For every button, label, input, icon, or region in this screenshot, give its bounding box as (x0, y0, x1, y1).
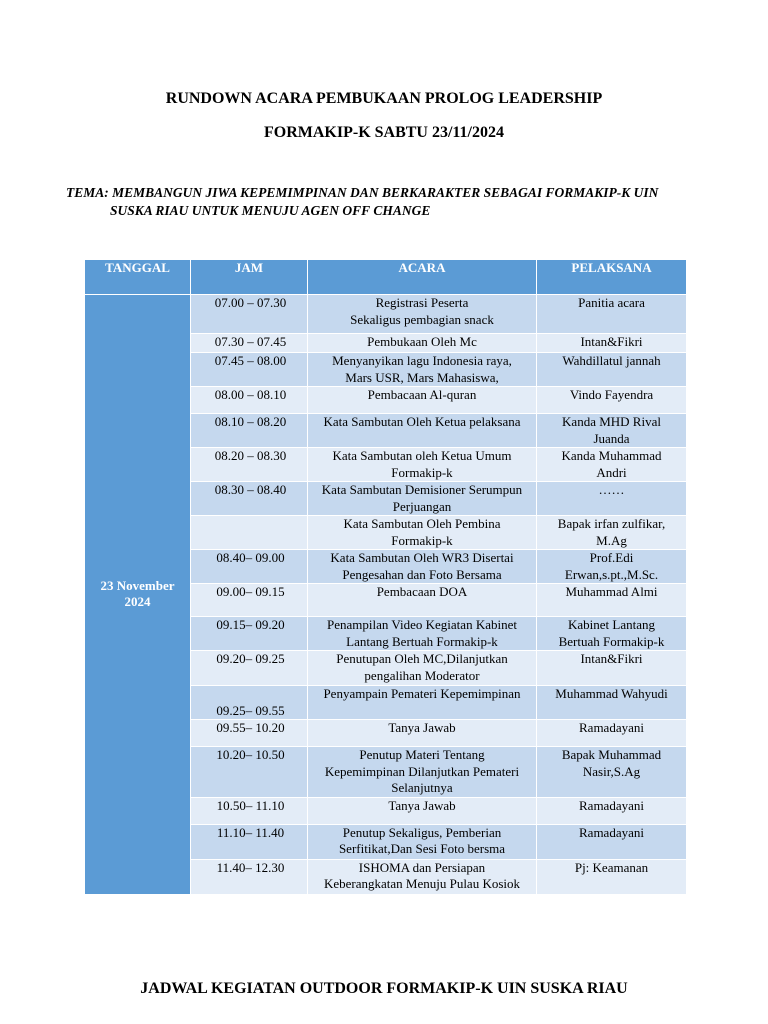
table-row (85, 295, 687, 334)
outdoor-schedule-title: JADWAL KEGIATAN OUTDOOR FORMAKIP-K UIN SUSKA RIAU (140, 980, 628, 997)
jam-cell (191, 482, 308, 516)
acara-cell (308, 387, 537, 414)
pelaksana-cell (537, 824, 687, 859)
acara-cell-line: Penyampain Pemateri Kepemimpinan (323, 686, 521, 701)
acara-cell-line: Kata Sambutan Oleh Ketua pelaksana (323, 414, 521, 429)
pelaksana-cell-line: Bapak Muhammad (561, 747, 662, 762)
acara-cell-line: Mars USR, Mars Mahasiswa, (345, 369, 499, 385)
acara-cell-line: Pembukaan Oleh Mc (367, 334, 477, 349)
acara-cell (308, 617, 537, 651)
pelaksana-cell-line: Prof.Edi (589, 550, 634, 565)
acara-cell-line: Penutupan Oleh MC,Dilanjutkan (336, 651, 508, 666)
pelaksana-cell (537, 584, 687, 617)
pelaksana-cell (537, 797, 687, 824)
pelaksana-cell (537, 482, 687, 516)
acara-cell-line: Sekaligus pembagian snack (350, 311, 494, 327)
acara-cell-line: Pembacaan DOA (376, 584, 468, 599)
pelaksana-cell (537, 516, 687, 550)
pelaksana-cell-line: Panitia acara (578, 295, 645, 310)
pelaksana-cell-line: Bapak irfan zulfikar, (557, 516, 666, 531)
page-title: RUNDOWN ACARA PEMBUKAAN PROLOG LEADERSHIP (165, 90, 603, 107)
acara-cell (308, 584, 537, 617)
pelaksana-cell-line: Kanda Muhammad (561, 448, 662, 463)
acara-cell (308, 353, 537, 387)
pelaksana-cell (537, 387, 687, 414)
pelaksana-cell-line: Pj: Keamanan (574, 859, 649, 875)
acara-cell-line: Penutup Sekaligus, Pemberian (342, 824, 502, 840)
jam-cell (191, 686, 308, 720)
jam-cell-line: 09.20– 09.25 (216, 651, 285, 666)
pelaksana-cell (537, 720, 687, 747)
pelaksana-cell-line: Erwan,s.pt.,M.Sc. (564, 566, 659, 582)
pelaksana-cell (537, 617, 687, 651)
jam-cell (191, 550, 308, 584)
header-acara: ACARA (308, 260, 537, 295)
jam-cell (191, 584, 308, 617)
pelaksana-cell (537, 448, 687, 482)
pelaksana-cell-line: Nasir,S.Ag (582, 763, 641, 779)
theme-line-2: SUSKA RIAU UNTUK MENUJU AGEN OFF CHANGE (110, 203, 431, 218)
jam-cell (191, 334, 308, 353)
acara-cell-line: pengalihan Moderator (364, 667, 480, 683)
jam-cell (191, 797, 308, 824)
pelaksana-cell-line: Bertuah Formakip-k (558, 633, 665, 649)
jam-cell-line: 09.15– 09.20 (216, 617, 285, 632)
pelaksana-cell-line: Ramadayani (579, 720, 644, 735)
acara-cell-line: Kepemimpinan Dilanjutkan Pemateri (324, 763, 520, 779)
pelaksana-cell (537, 353, 687, 387)
acara-cell-line: Kata Sambutan Demisioner Serumpun (321, 482, 523, 497)
pelaksana-cell-line: Kanda MHD Rival (562, 414, 661, 429)
acara-cell-line: Pembacaan Al-quran (367, 387, 477, 402)
jam-cell (191, 747, 308, 798)
jam-cell-line: 10.50– 11.10 (216, 797, 285, 813)
acara-cell-line: ISHOMA dan Persiapan (358, 859, 486, 875)
acara-cell (308, 797, 537, 824)
pelaksana-cell-line: Ramadayani (579, 824, 644, 840)
page-subtitle: FORMAKIP-K SABTU 23/11/2024 (263, 124, 504, 141)
jam-cell (191, 720, 308, 747)
acara-cell-line: Serfitikat,Dan Sesi Foto bersma (338, 841, 506, 856)
jam-cell-line: 08.30 – 08.40 (214, 482, 287, 497)
jam-cell-line: 09.00– 09.15 (216, 584, 285, 599)
pelaksana-cell (537, 686, 687, 720)
pelaksana-cell-line: Intan&Fikri (580, 651, 643, 666)
acara-cell (308, 550, 537, 584)
acara-cell-line: Formakip-k (391, 464, 453, 480)
acara-cell (308, 295, 537, 334)
pelaksana-cell (537, 747, 687, 798)
jam-cell-line: 07.45 – 08.00 (214, 353, 287, 368)
jam-cell (191, 353, 308, 387)
jam-cell (191, 387, 308, 414)
jam-cell-line: 08.00 – 08.10 (214, 387, 287, 402)
jam-cell (191, 651, 308, 686)
pelaksana-cell-line: Juanda (593, 430, 630, 446)
pelaksana-cell (537, 550, 687, 584)
acara-cell (308, 414, 537, 448)
jam-cell-line: 08.20 – 08.30 (214, 448, 287, 463)
jam-cell-line: 10.20– 10.50 (216, 747, 285, 762)
jam-cell-line: 08.10 – 08.20 (214, 414, 287, 429)
acara-cell (308, 747, 537, 798)
acara-cell (308, 482, 537, 516)
pelaksana-cell (537, 859, 687, 894)
jam-cell (191, 617, 308, 651)
pelaksana-cell (537, 295, 687, 334)
acara-cell-line: Penampilan Video Kegiatan Kabinet (327, 617, 517, 632)
jam-cell (191, 448, 308, 482)
pelaksana-cell-line: Ramadayani (579, 797, 644, 813)
rundown-table (84, 259, 687, 895)
acara-cell (308, 824, 537, 859)
jam-cell-line: 11.10– 11.40 (216, 824, 285, 840)
jam-cell-line: 09.55– 10.20 (216, 720, 285, 735)
header-pelaksana: PELAKSANA (537, 260, 687, 295)
pelaksana-cell-line: Andri (596, 464, 627, 480)
acara-cell-line: Pengesahan dan Foto Bersama (342, 566, 502, 582)
acara-cell-line: Kata Sambutan oleh Ketua Umum (332, 448, 512, 463)
acara-cell-line: Keberangkatan Menuju Pulau Kosiok (323, 876, 521, 891)
acara-cell (308, 686, 537, 720)
acara-cell-line: Lantang Bertuah Formakip-k (346, 633, 498, 649)
pelaksana-cell-line: Kabinet Lantang (568, 617, 655, 632)
acara-cell (308, 651, 537, 686)
jam-cell-line: 11.40– 12.30 (216, 859, 285, 875)
pelaksana-cell-line: Vindo Fayendra (569, 387, 654, 402)
header-tanggal: TANGGAL (85, 260, 191, 295)
pelaksana-cell-line: Wahdillatul jannah (562, 353, 661, 368)
acara-cell-line: Menyanyikan lagu Indonesia raya, (332, 353, 512, 368)
jam-cell-line: 07.30 – 07.45 (214, 334, 287, 349)
acara-cell-line: Kata Sambutan Oleh Pembina (343, 516, 501, 531)
theme-text (66, 184, 706, 220)
acara-cell (308, 448, 537, 482)
acara-cell (308, 720, 537, 747)
jam-cell (191, 414, 308, 448)
acara-cell (308, 859, 537, 894)
acara-cell-line: Penutup Materi Tentang (359, 747, 485, 762)
header-jam: JAM (191, 260, 308, 295)
jam-cell-line: 08.40– 09.00 (216, 550, 285, 565)
jam-cell-line: 07.00 – 07.30 (214, 295, 287, 310)
acara-cell-line: Perjuangan (392, 498, 452, 514)
pelaksana-cell (537, 334, 687, 353)
acara-cell-line: Registrasi Peserta (375, 295, 469, 310)
acara-cell-line: Kata Sambutan Oleh WR3 Disertai (330, 550, 514, 565)
acara-cell-line: Selanjutnya (391, 780, 453, 795)
pelaksana-cell (537, 651, 687, 686)
pelaksana-cell-line: Intan&Fikri (580, 334, 643, 349)
theme-line-1: TEMA: MEMBANGUN JIWA KEPEMIMPINAN DAN BERKARAKTER SEBAGAI FORMAKIP-K UIN (66, 185, 659, 200)
jam-cell (191, 295, 308, 334)
acara-cell-line: Tanya Jawab (388, 797, 456, 813)
acara-cell (308, 516, 537, 550)
pelaksana-cell-line: Muhammad Wahyudi (555, 686, 668, 701)
pelaksana-cell (537, 414, 687, 448)
jam-cell (191, 859, 308, 894)
pelaksana-cell-line: …… (598, 482, 625, 497)
jam-cell-line: 09.25– 09.55 (216, 702, 285, 718)
jam-cell (191, 516, 308, 550)
tanggal-cell: 23 November 2024 (85, 295, 191, 895)
pelaksana-cell-line: M.Ag (596, 532, 627, 548)
acara-cell-line: Formakip-k (391, 532, 453, 548)
acara-cell (308, 334, 537, 353)
acara-cell-line: Tanya Jawab (388, 720, 456, 735)
jam-cell (191, 824, 308, 859)
pelaksana-cell-line: Muhammad Almi (565, 584, 658, 599)
